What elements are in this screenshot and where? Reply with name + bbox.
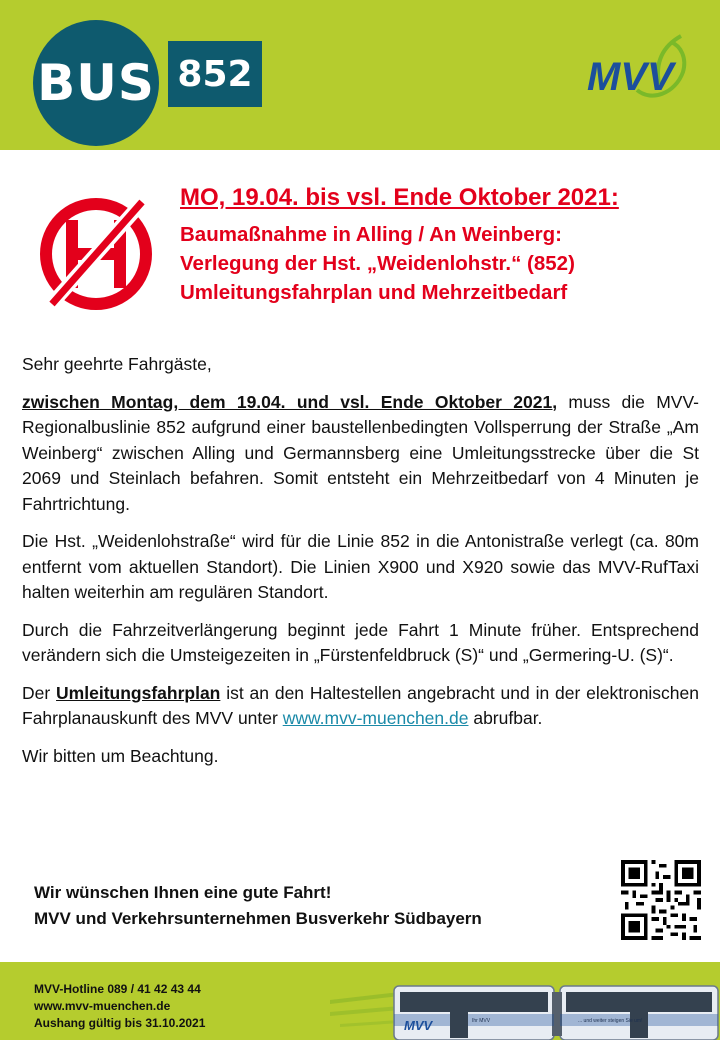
paragraph-thanks: Wir bitten um Beachtung. — [22, 745, 219, 766]
stop-relocated-icon — [36, 190, 156, 320]
footer-hotline: MVV-Hotline 089 / 41 42 43 44 — [34, 982, 201, 996]
bus-panel-text-1: Ihr MVV — [472, 1018, 491, 1024]
closing-block — [34, 880, 614, 932]
line-number-badge: 852 — [168, 41, 262, 107]
notice-subtitle-line-3: Umleitungsfahrplan und Mehrzeitbedarf — [180, 281, 568, 304]
mvv-logo-text: MVV — [587, 55, 674, 99]
footer-info — [34, 981, 205, 1032]
paragraph-stop-relocation: Die Hst. „Weidenlohstraße“ wird für die Linie 852 in die Antonistraße verlegt (ca. 80m entfernt vom aktuellen Standort). Die Linien X900 und X920 sowie das MVV-RufTaxi halten weiterhin am regulären Standort. — [22, 531, 699, 602]
header-bar — [0, 0, 720, 150]
paragraph-timetable-end: abrufbar. — [468, 708, 543, 728]
notice-subtitle-line-2: Verlegung der Hst. „Weidenlohstr.“ (852) — [180, 252, 575, 275]
closing-line-2: MVV und Verkehrsunternehmen Busverkehr Südbayern — [34, 909, 482, 928]
qr-code-icon[interactable] — [621, 860, 701, 940]
bus-panel-text-2: ... und weiter steigen Sie um! — [578, 1018, 643, 1024]
closing-line-1: Wir wünschen Ihnen eine gute Fahrt! — [34, 883, 332, 902]
notice-subtitle-line-1: Baumaßnahme in Alling / An Weinberg: — [180, 223, 562, 246]
mvv-logo — [585, 32, 695, 110]
paragraph-timetable — [22, 681, 699, 732]
paragraph-detour-text: muss die MVV-Regionalbuslinie 852 aufgrund einer baustellenbedingten Vollsperrung der Straße „Am Weinberg“ zwischen Alling und Germannsberg eine Umleitungsstrecke über die St 2069 und Steinlach befahren. Somit entsteht ein Mehrzeitbedarf von 4 Minuten je Fahrtrichtung. — [22, 391, 699, 514]
articulated-bus-icon — [330, 978, 720, 1040]
mvv-website-link[interactable]: www.mvv-muenchen.de — [282, 708, 469, 728]
notice-body — [22, 352, 699, 781]
paragraph-detour — [22, 390, 699, 518]
greeting: Sehr geehrte Fahrgäste, — [22, 354, 212, 374]
notice-date-line: MO, 19.04. bis vsl. Ende Oktober 2021: — [180, 184, 619, 211]
paragraph-detour-lead: zwischen Montag, dem 19.04. und vsl. Ende Oktober 2021, — [22, 391, 558, 412]
notice-headline — [180, 184, 700, 307]
paragraph-timetable-mid: ist an den Haltestellen angebracht und in der elektronischen Fahrplanauskunft des MVV unter — [22, 682, 700, 728]
footer-valid-until: Aushang gültig bis 31.10.2021 — [34, 1016, 206, 1030]
footer-website: www.mvv-muenchen.de — [34, 999, 171, 1013]
paragraph-timing: Durch die Fahrzeitverlängerung beginnt jede Fahrt 1 Minute früher. Entsprechend verändern sich die Umsteigezeiten in „Fürstenfeldbruck (S)“ und „Germering-U. (S)“. — [22, 619, 699, 665]
bus-badge: BUS — [33, 20, 159, 146]
paragraph-timetable-start: Der — [22, 682, 57, 703]
timetable-term: Umleitungsfahrplan — [56, 682, 221, 703]
bus-mvv-logo-text: MVV — [404, 1018, 433, 1033]
